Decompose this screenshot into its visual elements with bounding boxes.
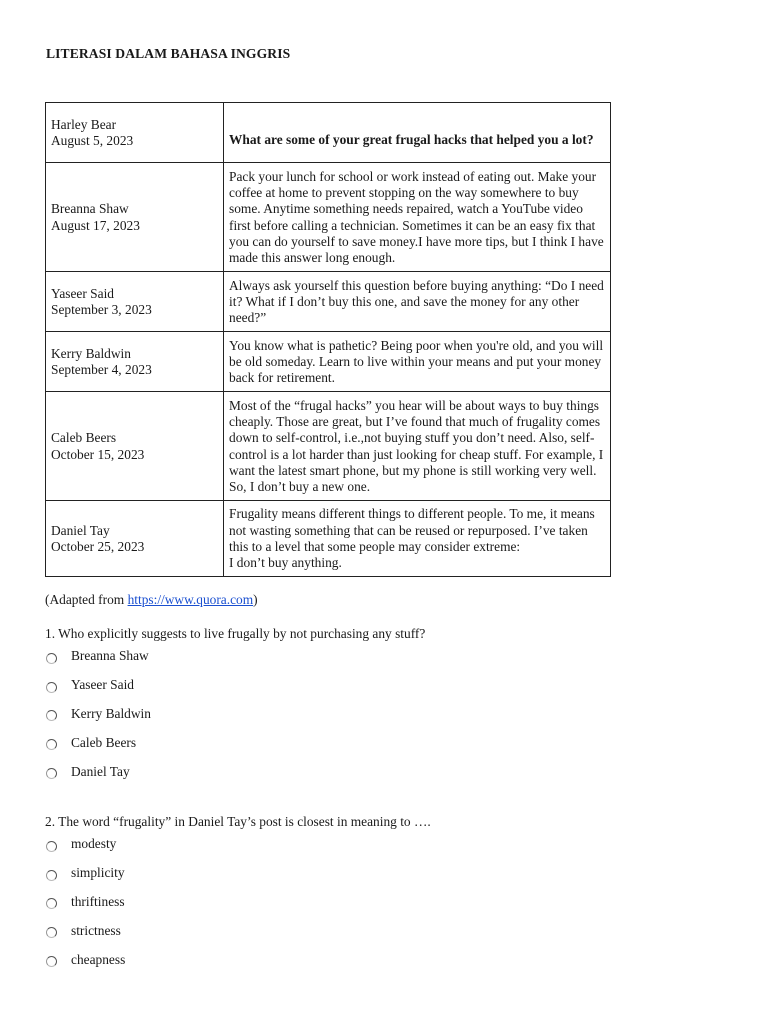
radio-button[interactable] <box>46 898 57 909</box>
option-label: Breanna Shaw <box>71 648 149 664</box>
table-row <box>46 272 611 332</box>
author-name: Harley Bear <box>51 116 117 132</box>
radio-button[interactable] <box>46 710 57 721</box>
post-date: August 17, 2023 <box>51 217 140 233</box>
answer-cell <box>224 163 611 272</box>
author-cell <box>46 332 224 392</box>
answer-cell <box>224 272 611 332</box>
option-list <box>45 830 645 974</box>
option-label: Caleb Beers <box>71 734 137 750</box>
radio-button[interactable] <box>46 653 57 664</box>
page-title: LITERASI DALAM BAHASA INGGRIS <box>46 46 291 61</box>
radio-button[interactable] <box>46 927 57 938</box>
author-name: Kerry Baldwin <box>51 345 131 361</box>
post-date: October 15, 2023 <box>51 446 145 462</box>
post-date: August 5, 2023 <box>51 133 134 148</box>
option-item[interactable] <box>45 728 645 757</box>
author-cell <box>46 163 224 272</box>
table-row <box>46 163 611 272</box>
table-row <box>46 332 611 392</box>
post-date: September 4, 2023 <box>51 362 152 377</box>
option-label: Kerry Baldwin <box>71 705 151 721</box>
option-label: simplicity <box>71 865 125 881</box>
answer-text: Pack your lunch for school or work instead of eating out. Make your coffee at home to prevent stopping on the way somewhere to buy some. Anytime something needs repaired, watch a YouTube video first before calling a technician. Sometimes it can be an easy fix that you can do yourself to save money.I have more tips, but I think I have made this answer long enough. <box>229 168 604 266</box>
answer-text: Always ask yourself this question before buying anything: “Do I need it? What if I don’t buy this one, and save the money for any other need?” <box>229 277 604 326</box>
author-name: Daniel Tay <box>51 522 110 538</box>
radio-button[interactable] <box>46 682 57 693</box>
author-name: Breanna Shaw <box>51 201 129 217</box>
radio-button[interactable] <box>46 739 57 750</box>
author-cell <box>46 501 224 577</box>
option-item[interactable] <box>45 830 645 859</box>
answer-text: You know what is pathetic? Being poor when you're old, and you will be old someday. Learn to live within your means and put your money back for retirement. <box>229 337 604 386</box>
option-label: strictness <box>71 922 121 938</box>
option-label: modesty <box>71 836 117 852</box>
post-date: October 25, 2023 <box>51 539 145 554</box>
table-header-row <box>46 103 611 163</box>
radio-button[interactable] <box>46 841 57 852</box>
source-suffix: ) <box>253 592 258 607</box>
source-link[interactable]: https://www.quora.com <box>127 592 254 607</box>
question-block <box>45 814 645 974</box>
author-cell <box>46 272 224 332</box>
table-row <box>46 501 611 577</box>
table-row <box>46 392 611 501</box>
author-name: Caleb Beers <box>51 430 117 446</box>
option-item[interactable] <box>45 859 645 888</box>
option-item[interactable] <box>45 757 645 786</box>
answer-cell <box>224 392 611 501</box>
question-block <box>45 626 645 786</box>
question-text: 2. The word “frugality” in Daniel Tay’s post is closest in meaning to …. <box>45 814 431 829</box>
option-label: Yaseer Said <box>71 677 134 693</box>
option-item[interactable] <box>45 671 645 700</box>
question-text: What are some of your great frugal hacks that helped you a lot? <box>229 131 594 147</box>
post-date: September 3, 2023 <box>51 302 152 317</box>
answer-cell <box>224 501 611 577</box>
option-label: Daniel Tay <box>71 763 130 779</box>
answer-text: Frugality means different things to different people. To me, it means not wasting something that can be reused or repurposed. I’ve taken this to a level that some people may consider extreme: <box>229 506 595 554</box>
author-cell <box>46 392 224 501</box>
radio-button[interactable] <box>46 870 57 881</box>
question-text: 1. Who explicitly suggests to live frugally by not purchasing any stuff? <box>45 626 426 641</box>
answer-text-line2: I don’t buy anything. <box>229 555 342 571</box>
option-item[interactable] <box>45 642 645 671</box>
option-item[interactable] <box>45 945 645 974</box>
author-name: Yaseer Said <box>51 285 114 301</box>
question-cell <box>224 103 611 163</box>
option-label: cheapness <box>71 951 126 967</box>
source-prefix: (Adapted from <box>45 592 128 607</box>
radio-button[interactable] <box>46 956 57 967</box>
answer-text: Most of the “frugal hacks” you hear will be about ways to buy things cheaply. Those are great, but I’ve found that much of frugality comes down to self-control, i.e.,not buying stuff you don’t need. Also, self-control is a lot harder than just looking for cheap stuff. For example, I want the latest smart phone, but my phone is still working very well. So, I don’t buy a new one. <box>229 397 604 495</box>
option-item[interactable] <box>45 916 645 945</box>
option-list <box>45 642 645 786</box>
option-item[interactable] <box>45 700 645 729</box>
radio-button[interactable] <box>46 768 57 779</box>
source-citation <box>45 592 258 608</box>
author-cell <box>46 103 224 163</box>
forum-table <box>45 102 611 577</box>
answer-cell <box>224 332 611 392</box>
option-label: thriftiness <box>71 893 125 909</box>
option-item[interactable] <box>45 888 645 917</box>
